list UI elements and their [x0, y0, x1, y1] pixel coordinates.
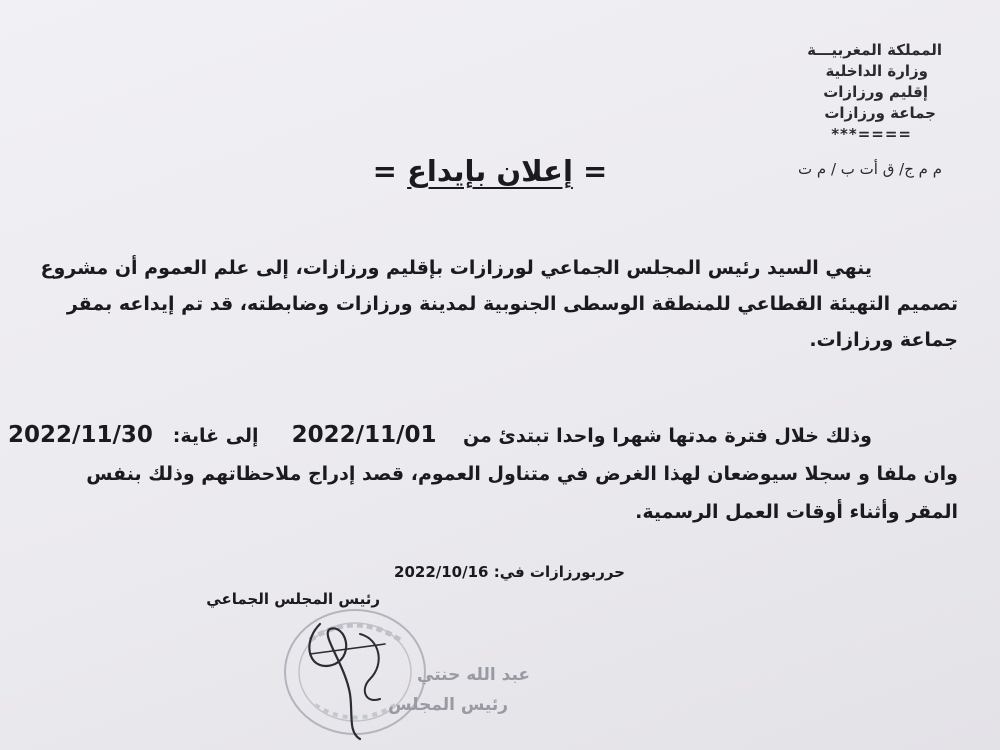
letterhead: [702, 40, 942, 145]
paragraph-period: [8, 416, 958, 531]
ministry-label: وزارة الداخلية: [825, 62, 928, 80]
p2-line3: المقر وأثناء أوقات العمل الرسمية.: [635, 501, 958, 523]
province-label: إقليم ورزازات: [823, 83, 928, 101]
period-text: وذلك خلال فترة مدتها شهرا واحدا تبتدئ من: [462, 425, 872, 447]
p1-line2: تصميم التهيئة القطاعي للمنطقة الوسطى الجنوبية لمدينة ورزازات وضابطته، قد تم إيداعه بمقر: [66, 293, 958, 315]
title-eq-left: =: [372, 154, 397, 188]
date-from: 2022/11/01: [291, 422, 437, 448]
commune-label: جماعة ورزازات: [824, 104, 936, 122]
paragraph-announcement: [38, 250, 958, 358]
p1-line1: ينهي السيد رئيس المجلس الجماعي لورزازات بإقليم ورزازات، إلى علم العموم أن مشروع: [40, 257, 872, 279]
document-title: [340, 154, 640, 188]
kingdom-label: المملكة المغربيـــة: [807, 41, 942, 59]
until-label: إلى غاية:: [172, 425, 259, 447]
reference-code: م م ج/ ق أت ب / م ت: [798, 160, 942, 178]
place-date: حرربورزازات في: 2022/10/16: [394, 563, 625, 581]
title-eq-right: =: [583, 154, 608, 188]
p2-line2: وان ملفا و سجلا سيوضعان لهذا الغرض في متناول العموم، قصد إدراج ملاحظاتهم وذلك بنفس: [86, 463, 958, 485]
separator-stars: ***====: [831, 125, 912, 143]
stamp-title: رئيس المجلس: [388, 695, 508, 715]
title-text: إعلان بإيداع: [407, 154, 573, 188]
date-to: 2022/11/30: [8, 422, 153, 448]
stamp-block: [388, 660, 530, 720]
p1-line3: جماعة ورزازات.: [809, 329, 958, 351]
stamp-name: عبد الله حنتي: [417, 665, 530, 685]
p2-line1: [8, 416, 958, 455]
signatory-title: رئيس المجلس الجماعي: [206, 590, 380, 608]
